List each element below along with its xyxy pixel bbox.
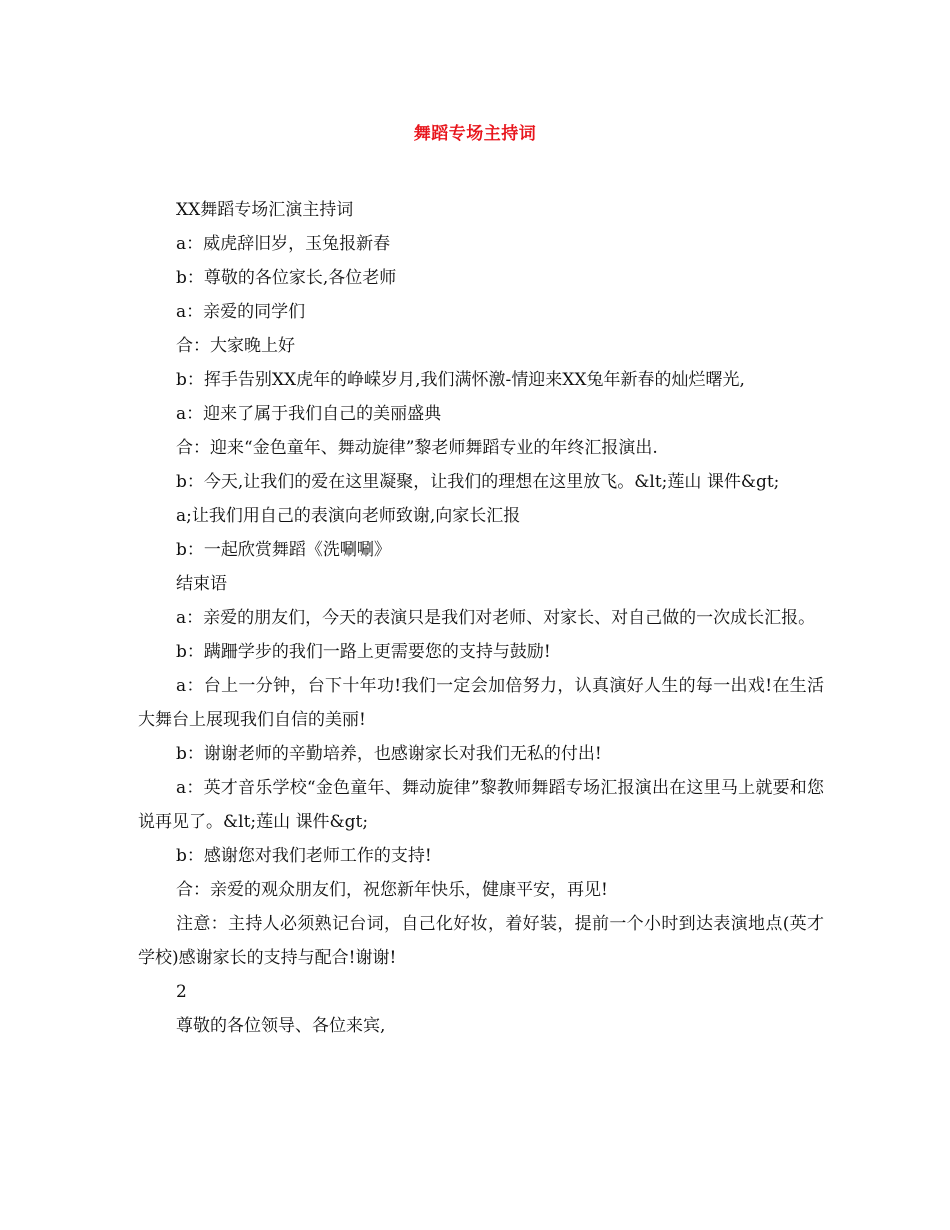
paragraph: 尊敬的各位领导、各位来宾, (176, 1016, 386, 1036)
paragraph: a;让我们用自己的表演向老师致谢,向家长汇报 (176, 506, 521, 526)
paragraph: a：迎来了属于我们自己的美丽盛典 (176, 404, 442, 424)
paragraph: b：感谢您对我们老师工作的支持! (176, 846, 432, 866)
paragraph: b：今天,让我们的爱在这里凝聚，让我们的理想在这里放飞。&lt;莲山 课件&gt; (176, 472, 780, 492)
paragraph: a：亲爱的同学们 (176, 302, 306, 322)
paragraph: b：一起欣赏舞蹈《洗唰唰》 (176, 540, 391, 560)
section-number: 2 (176, 982, 187, 1002)
paragraph: a：台上一分钟，台下十年功!我们一定会加倍努力，认真演好人生的每一出戏!在生活大舞台上展现我们自信的美丽! (138, 676, 824, 730)
paragraph: 合：大家晚上好 (176, 336, 295, 356)
section-heading: 结束语 (176, 574, 227, 594)
paragraph: a：亲爱的朋友们，今天的表演只是我们对老师、对家长、对自己做的一次成长汇报。 (176, 608, 816, 628)
paragraph: a：英才音乐学校“金色童年、舞动旋律”黎教师舞蹈专场汇报演出在这里马上就要和您说再见了。&lt;莲山 课件&gt; (138, 778, 824, 832)
paragraph: 注意：主持人必须熟记台词，自己化好妆，着好装，提前一个小时到达表演地点(英才学校)感谢家长的支持与配合!谢谢! (138, 914, 824, 968)
paragraph: 合：亲爱的观众朋友们，祝您新年快乐，健康平安，再见! (176, 880, 608, 900)
document-title: 舞蹈专场主持词 (413, 124, 537, 144)
paragraph: b：蹒跚学步的我们一路上更需要您的支持与鼓励! (176, 642, 551, 662)
paragraph: a：威虎辞旧岁，玉兔报新春 (176, 234, 391, 254)
paragraph: XX舞蹈专场汇演主持词 (176, 200, 354, 220)
document-body (138, 193, 824, 1043)
paragraph: b：谢谢老师的辛勤培养，也感谢家长对我们无私的付出! (176, 744, 602, 764)
paragraph: 合：迎来“金色童年、舞动旋律”黎老师舞蹈专业的年终汇报演出. (176, 438, 658, 458)
paragraph: b：尊敬的各位家长,各位老师 (176, 268, 397, 288)
paragraph: b：挥手告别XX虎年的峥嵘岁月,我们满怀激-情迎来XX兔年新春的灿烂曙光, (176, 370, 745, 390)
